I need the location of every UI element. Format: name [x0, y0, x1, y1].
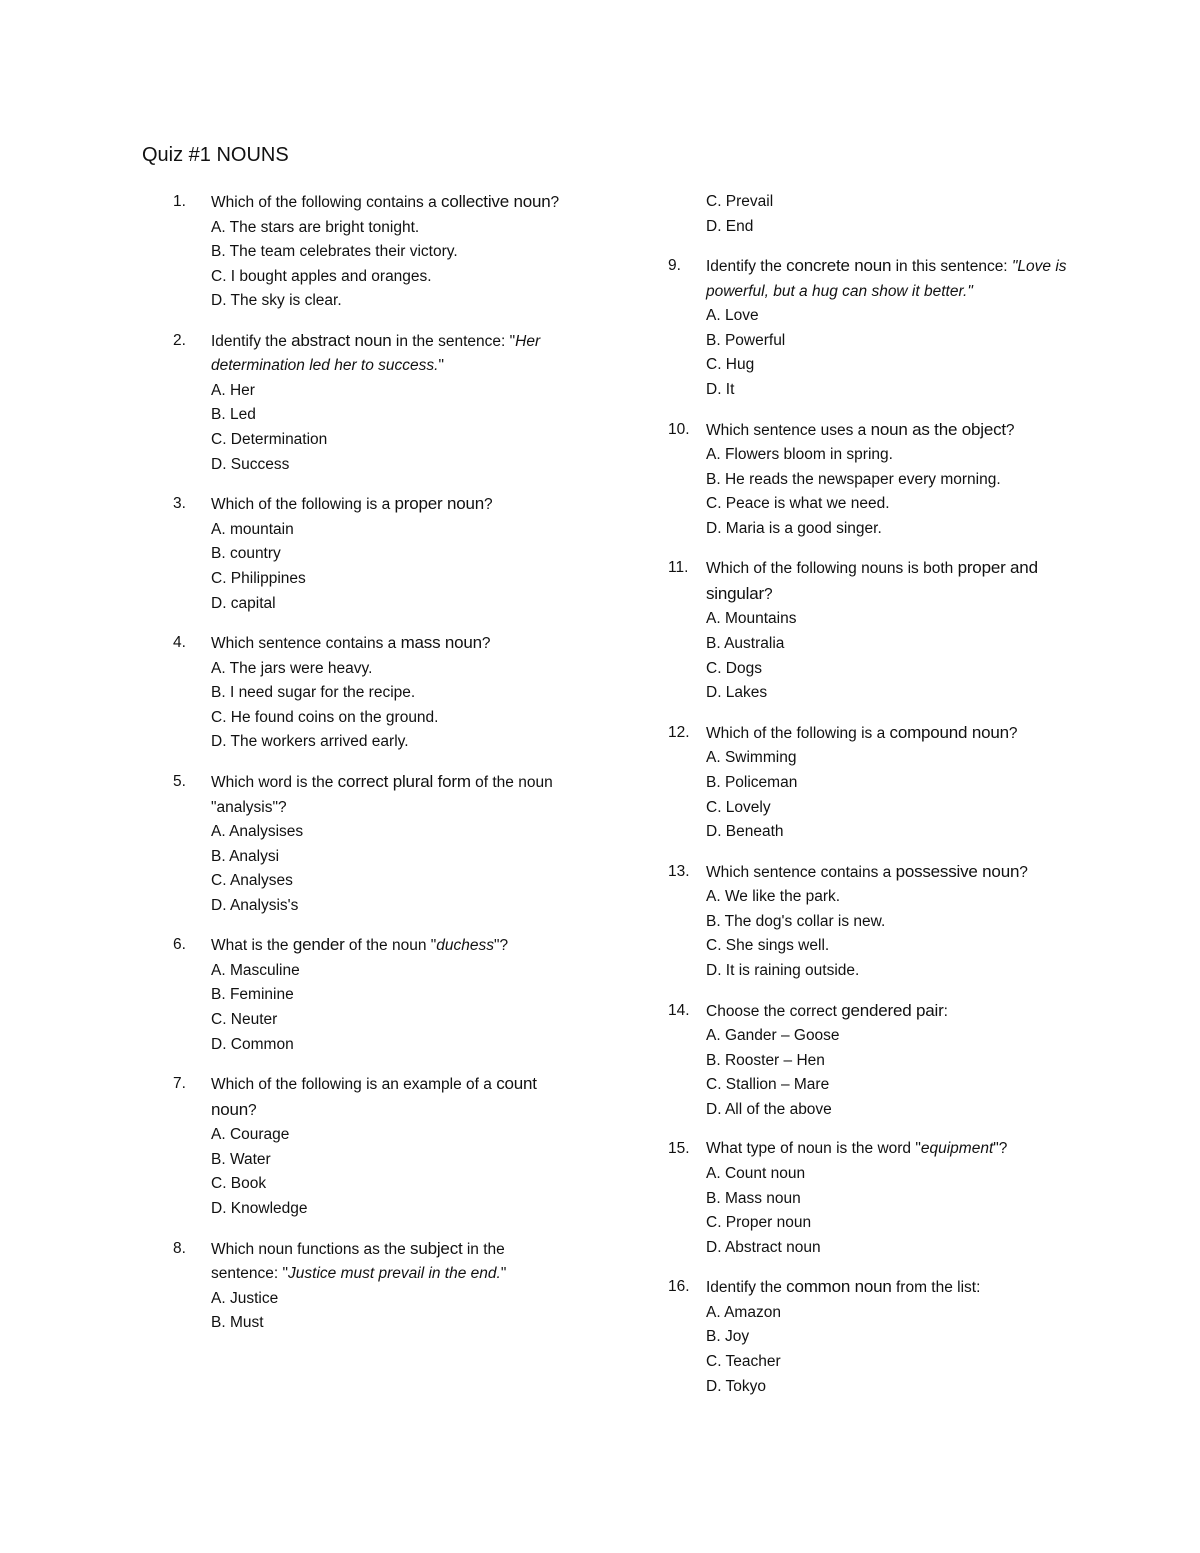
option-b: B. The dog's collar is new.: [706, 912, 886, 930]
options-list: [668, 607, 1068, 705]
option-d: D. capital: [211, 594, 276, 612]
options-list: [173, 379, 573, 477]
question-number: 12.: [668, 723, 690, 741]
question-text: What type of noun is the word "equipment"?: [706, 1140, 1008, 1158]
option-a: A. Her: [211, 381, 255, 399]
option-a: A. We like the park.: [706, 888, 841, 906]
options-list: [668, 1024, 1068, 1122]
option-b: B. Mass noun: [706, 1189, 801, 1207]
question-15: [668, 1137, 1068, 1260]
option-b: B. I need sugar for the recipe.: [211, 684, 416, 702]
question-text: Which noun functions as the subject in the sentence: "Justice must prevail in the end.": [211, 1238, 507, 1283]
options-list: [668, 1301, 1068, 1399]
question-text: Which of the following is a compound noun?: [706, 722, 1018, 742]
question-number: 3.: [173, 495, 186, 513]
option-c: C. He found coins on the ground.: [211, 708, 439, 726]
option-c: C. She sings well.: [706, 937, 830, 955]
options-list: [668, 746, 1068, 844]
option-d: D. All of the above: [706, 1100, 832, 1118]
question-text: Which of the following contains a collective noun?: [211, 192, 560, 211]
option-b: B. Policeman: [706, 773, 798, 791]
option-b: B. Rooster – Hen: [706, 1051, 825, 1069]
question-number: 9.: [668, 257, 681, 275]
question-number: 2.: [173, 331, 186, 349]
question-11: [668, 556, 1068, 705]
options-list: [173, 1123, 573, 1221]
question-number: 1.: [173, 193, 186, 210]
option-d: D. It is raining outside.: [706, 961, 860, 979]
question-number: 11.: [668, 559, 689, 577]
option-c: C. Philippines: [211, 569, 306, 587]
question-text: Which of the following is an example of a count noun?: [211, 1074, 537, 1119]
question-6: [173, 933, 573, 1057]
option-c: C. Analyses: [211, 872, 293, 890]
option-c: C. Dogs: [706, 659, 762, 677]
option-a: A. The jars were heavy.: [211, 659, 373, 677]
options-list: [668, 443, 1068, 541]
option-d: D. Maria is a good singer.: [706, 519, 882, 537]
options-list: [668, 190, 1068, 239]
left-column: [173, 190, 573, 1351]
question-8-continued: [668, 190, 1068, 239]
options-list: [173, 657, 573, 755]
options-list: [173, 959, 573, 1057]
option-d: D. Success: [211, 455, 290, 473]
question-text: Which sentence uses a noun as the object?: [706, 419, 1015, 439]
options-list: [668, 1162, 1068, 1260]
option-d: D. The sky is clear.: [211, 292, 342, 310]
option-a: A. Gander – Goose: [706, 1027, 840, 1045]
option-c: C. Proper noun: [706, 1214, 812, 1232]
options-list: [173, 216, 573, 314]
question-text: Which sentence contains a possessive noun?: [706, 861, 1028, 881]
question-text: Identify the abstract noun in the sentence: "Her determination led her to success.": [211, 330, 541, 375]
question-9: [668, 254, 1068, 402]
option-a: A. Count noun: [706, 1164, 806, 1182]
option-a: A. Analysises: [211, 823, 304, 840]
option-d: D. Lakes: [706, 684, 768, 702]
option-c: C. Neuter: [211, 1011, 278, 1029]
option-c: C. Lovely: [706, 798, 771, 816]
option-a: A. Courage: [211, 1126, 290, 1144]
option-b: B. Analysi: [211, 847, 280, 865]
option-b: B. Led: [211, 406, 256, 424]
option-a: A. Justice: [211, 1289, 279, 1307]
option-b: B. The team celebrates their victory.: [211, 243, 458, 261]
question-text: Choose the correct gendered pair:: [706, 1000, 948, 1020]
option-b: B. Powerful: [706, 331, 786, 349]
question-8: [173, 1237, 573, 1336]
right-column: [668, 190, 1068, 1414]
option-b: B. Must: [211, 1314, 264, 1332]
page-title: Quiz #1 NOUNS: [142, 144, 289, 166]
option-c: C. Hug: [706, 356, 755, 374]
option-d: D. Analysis's: [211, 896, 299, 914]
option-d: D. Knowledge: [211, 1200, 308, 1218]
question-text: Which of the following is a proper noun?: [211, 494, 493, 514]
question-2: [173, 329, 573, 477]
question-number: 4.: [173, 634, 186, 652]
question-number: 6.: [173, 936, 186, 954]
option-d: D. The workers arrived early.: [211, 733, 409, 751]
option-d: D. End: [706, 217, 754, 235]
question-number: 8.: [173, 1239, 186, 1257]
options-list: [668, 885, 1068, 983]
option-d: D. Abstract noun: [706, 1238, 821, 1256]
option-a: A. Mountains: [706, 610, 797, 628]
question-12: [668, 721, 1068, 845]
question-16: [668, 1275, 1068, 1399]
option-c: C. Teacher: [706, 1353, 781, 1370]
option-b: B. He reads the newspaper every morning.: [706, 470, 1001, 488]
option-c: C. Prevail: [706, 193, 774, 210]
question-number: 16.: [668, 1278, 690, 1296]
question-number: 7.: [173, 1075, 186, 1093]
question-text: Identify the common noun from the list:: [706, 1277, 981, 1297]
option-b: B. Joy: [706, 1328, 750, 1346]
question-4: [173, 631, 573, 755]
question-number: 15.: [668, 1140, 690, 1158]
option-c: C. Determination: [211, 431, 328, 449]
question-number: 5.: [173, 773, 186, 790]
option-d: D. It: [706, 380, 735, 398]
question-14: [668, 999, 1068, 1123]
option-b: B. country: [211, 545, 281, 563]
option-a: A. mountain: [211, 520, 294, 538]
option-b: B. Water: [211, 1150, 271, 1168]
question-text: Which sentence contains a mass noun?: [211, 633, 491, 653]
options-list: [668, 304, 1068, 402]
question-text: Which of the following nouns is both proper and singular?: [706, 558, 1038, 603]
option-c: C. Book: [211, 1175, 267, 1193]
question-3: [173, 492, 573, 616]
options-list: [173, 1287, 573, 1336]
option-a: A. Love: [706, 307, 759, 325]
option-a: A. The stars are bright tonight.: [211, 218, 420, 236]
question-10: [668, 418, 1068, 542]
option-c: C. Peace is what we need.: [706, 495, 890, 513]
options-list: [173, 518, 573, 616]
option-b: B. Feminine: [211, 986, 294, 1004]
option-d: D. Common: [211, 1035, 294, 1053]
option-b: B. Australia: [706, 635, 785, 653]
option-a: A. Swimming: [706, 749, 797, 767]
question-5: [173, 770, 573, 918]
question-1: [173, 190, 573, 314]
question-text: Identify the concrete noun in this sentence: "Love is powerful, but a hug can show it better.": [706, 256, 1067, 300]
question-text: What is the gender of the noun "duchess"?: [211, 935, 509, 955]
question-number: 14.: [668, 1001, 690, 1019]
question-7: [173, 1072, 573, 1221]
option-a: A. Flowers bloom in spring.: [706, 446, 893, 464]
question-number: 13.: [668, 862, 690, 880]
option-d: D. Tokyo: [706, 1377, 767, 1395]
question-number: 10.: [668, 420, 690, 438]
option-c: C. Stallion – Mare: [706, 1076, 830, 1094]
option-a: A. Masculine: [211, 961, 300, 979]
options-list: [173, 820, 573, 918]
question-13: [668, 860, 1068, 984]
option-d: D. Beneath: [706, 823, 784, 841]
option-a: A. Amazon: [706, 1303, 781, 1321]
option-c: C. I bought apples and oranges.: [211, 267, 432, 285]
question-text: Which word is the correct plural form of the noun "analysis"?: [211, 772, 553, 816]
